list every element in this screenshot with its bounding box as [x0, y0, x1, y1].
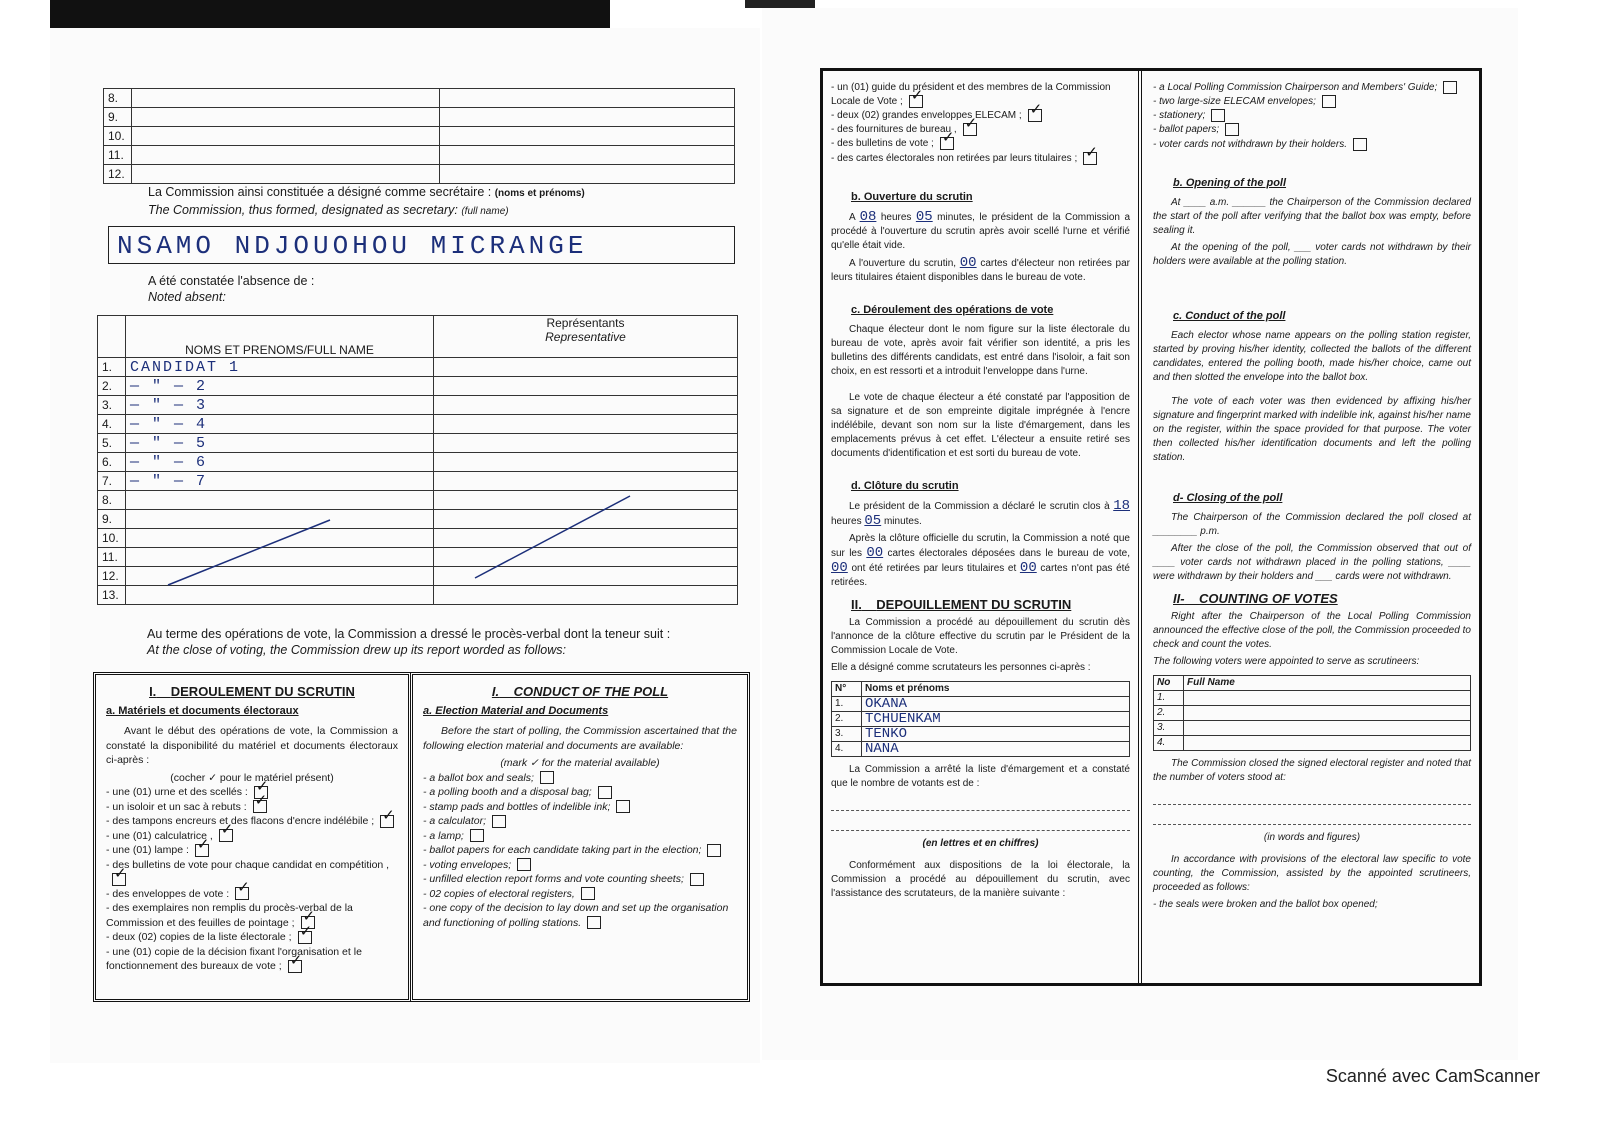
- row-number: 1.: [832, 696, 862, 711]
- section-number: II.: [851, 596, 862, 612]
- checkbox[interactable]: [540, 771, 554, 784]
- text: cartes n'ont pas été retirées.: [831, 562, 1130, 588]
- section-title: CONDUCT OF THE POLL: [513, 684, 669, 699]
- row-number: 1.: [1154, 690, 1184, 705]
- checklist-item: [106, 800, 398, 815]
- voters-count-text: La Commission a arrêté la liste d'émargement et a constaté que le nombre de votants est de :: [831, 763, 1130, 789]
- counting-text-4: In accordance with provisions of the electoral law specific to vote counting, the Commission, assisted by the appointed scrutineers, proceeded as follows:: [1153, 853, 1471, 893]
- checklist-item: [1153, 138, 1471, 152]
- scrutineer-row: [832, 696, 1130, 711]
- subsection-title: a. Election Material and Documents: [423, 704, 609, 717]
- secretary-label: [148, 184, 585, 220]
- col-name: Noms et prénoms: [862, 681, 1130, 696]
- scrutineer-name-cell[interactable]: NANA: [862, 741, 1130, 756]
- absent-col-rep: [434, 316, 738, 358]
- section-number: II-: [1173, 590, 1185, 606]
- text: minutes.: [883, 515, 922, 527]
- checklist-item-label: - stamp pads and bottles of indelible ink;: [423, 800, 611, 813]
- checklist-item-label: - un (01) guide du président et des membres de la Commission Locale de Vote ;: [831, 82, 1111, 108]
- absent-row: [98, 377, 738, 396]
- scrutineer-row: [832, 741, 1130, 756]
- member-row: [104, 89, 735, 108]
- absent-label: [148, 273, 314, 305]
- representative-cell[interactable]: [434, 377, 738, 396]
- voters-count-field[interactable]: [1153, 811, 1471, 825]
- checklist-item-label: - des exemplaires non remplis du procès-verbal de la Commission et des feuilles de pointage ;: [106, 902, 353, 929]
- checklist-item-label: - une (01) copie de la décision fixant l'organisation et le fonctionnement des bureaux de vote ;: [106, 945, 362, 972]
- checklist-item-label: - un isoloir et un sac à rebuts :: [106, 800, 247, 813]
- subsection-title: a. Matériels et documents électoraux: [106, 704, 299, 717]
- member-role-cell[interactable]: [440, 89, 735, 108]
- en-conduct-box: [410, 672, 750, 1002]
- row-number: 3.: [98, 396, 126, 415]
- voters-count-field[interactable]: [1153, 791, 1471, 805]
- checkbox[interactable]: [219, 829, 233, 842]
- checklist-item: [106, 945, 398, 974]
- checklist-item-label: - a ballot box and seals;: [423, 771, 534, 784]
- row-number: 2.: [1154, 705, 1184, 720]
- fr-column: [823, 71, 1138, 983]
- closing-fr: Au terme des opérations de vote, la Commission a dressé le procès-verbal dont la teneur suit :: [147, 627, 671, 641]
- checklist-item: [106, 785, 398, 800]
- row-number: 11.: [104, 146, 132, 165]
- checklist-item: [1153, 95, 1471, 109]
- checkbox[interactable]: [1028, 109, 1042, 122]
- opening-text-2: At the opening of the poll, ___ voter cards not withdrawn by their holders were available at the polling station.: [1153, 241, 1471, 267]
- col-num: N°: [832, 681, 862, 696]
- text: heures: [880, 211, 912, 223]
- opening-title-fr: b. Ouverture du scrutin: [851, 190, 973, 203]
- absent-name-cell[interactable]: — " — 5: [126, 434, 434, 453]
- counting-text-5: - the seals were broken and the ballot box opened;: [1153, 898, 1378, 910]
- voters-count-text: The Commission closed the signed electoral register and noted that the number of voters stood at:: [1153, 757, 1471, 783]
- scrutineer-row: [832, 711, 1130, 726]
- checklist-item-label: - deux (02) copies de la liste électorale ;: [106, 931, 292, 943]
- checklist-item-label: - voter cards not withdrawn by their holders.: [1153, 138, 1347, 150]
- words-figures-hint: (in words and figures): [1263, 831, 1361, 843]
- checklist-item-label: - des bulletins de vote ;: [831, 138, 934, 150]
- checkbox[interactable]: [470, 829, 484, 842]
- closing-minutes-field[interactable]: 05: [864, 512, 882, 529]
- checklist-item: [831, 123, 1130, 137]
- absent-name-cell[interactable]: — " — 7: [126, 472, 434, 491]
- checklist-item: [106, 814, 398, 829]
- checklist-item: [1153, 109, 1471, 123]
- checklist-item-label: - des bulletins de vote pour chaque candidat en compétition ,: [106, 858, 390, 871]
- member-role-cell[interactable]: [440, 127, 735, 146]
- member-row: [104, 165, 735, 184]
- absent-name-cell[interactable]: — " — 6: [126, 453, 434, 472]
- checkbox[interactable]: [1322, 95, 1336, 108]
- counting-text-1: Right after the Chairperson of the Local Polling Commission announced the effective close of the poll, the Commission proceeded to check and count the votes.: [1153, 610, 1471, 650]
- deposited-cards-field[interactable]: 00: [866, 544, 884, 561]
- opening-minutes-field[interactable]: 05: [915, 208, 933, 225]
- row-number: 8.: [104, 89, 132, 108]
- representative-cell[interactable]: [434, 472, 738, 491]
- text: cartes d'électeur non retirées par leurs titulaires étaient disponibles dans le bureau de vote.: [831, 257, 1131, 283]
- absent-name-cell[interactable]: — " — 3: [126, 396, 434, 415]
- absent-col-rep-en: Representative: [545, 330, 626, 344]
- checklist-item-label: - 02 copies of electoral registers,: [423, 887, 575, 900]
- scan-shadow: [745, 0, 815, 8]
- scrutineer-name-cell[interactable]: [1184, 720, 1471, 735]
- checklist-item-label: - unfilled election report forms and vote counting sheets;: [423, 873, 684, 885]
- checkbox[interactable]: [517, 858, 531, 871]
- member-role-cell[interactable]: [440, 108, 735, 127]
- voters-count-field[interactable]: [831, 797, 1130, 811]
- checklist-item: [1153, 123, 1471, 137]
- scrutineer-row: [1154, 720, 1471, 735]
- checklist-item-label: - des fournitures de bureau ,: [831, 124, 957, 136]
- opening-text-1: At ____ a.m. ______ the Chairperson of the Commission declared the start of the poll after verifying that the ballot box was empty, before sealing it.: [1153, 196, 1471, 236]
- row-number: 5.: [98, 434, 126, 453]
- scan-shadow: [50, 0, 610, 28]
- conduct-title-fr: c. Déroulement des opérations de vote: [851, 303, 1054, 316]
- member-name-cell[interactable]: [132, 146, 440, 165]
- intro-text: Avant le début des opérations de vote, la Commission a constaté la disponibilité du matériel et documents électoraux ci-après :: [106, 725, 398, 766]
- row-number: 7.: [98, 472, 126, 491]
- absent-name-cell[interactable]: CANDIDAT 1: [126, 358, 434, 377]
- row-number: 12.: [104, 165, 132, 184]
- row-number: 13.: [98, 586, 126, 605]
- scrutineer-name-cell[interactable]: [1184, 705, 1471, 720]
- scanner-watermark: Scanné avec CamScanner: [1325, 1066, 1540, 1086]
- row-number: 4.: [98, 415, 126, 434]
- member-name-cell[interactable]: [132, 127, 440, 146]
- closing-en: At the close of voting, the Commission drew up its report worded as follows:: [147, 643, 566, 657]
- row-number: 4.: [832, 741, 862, 756]
- text: ont été retirées par leurs titulaires et: [851, 562, 1017, 574]
- checklist-item: [423, 858, 737, 873]
- member-name-cell[interactable]: [132, 165, 440, 184]
- checkbox[interactable]: [492, 815, 506, 828]
- absent-row: [98, 396, 738, 415]
- counting-title-en: COUNTING OF VOTES: [1199, 590, 1338, 606]
- absent-row: [98, 434, 738, 453]
- member-role-cell[interactable]: [440, 165, 735, 184]
- checkbox[interactable]: [1083, 152, 1097, 165]
- secretary-label-en: The Commission, thus formed, designated as secretary:: [148, 203, 458, 217]
- column-divider: [1138, 71, 1142, 983]
- row-number: 12.: [98, 567, 126, 586]
- text: minutes, le président de la Commission a procédé à l'ouverture du scrutin après avoir scellé l'urne et vérifié qu'elle était vide.: [831, 211, 1131, 251]
- absent-name-cell[interactable]: — " — 2: [126, 377, 434, 396]
- checkbox[interactable]: [298, 931, 312, 944]
- counting-text-1: La Commission a procédé au dépouillement du scrutin dès l'annonce de la clôture effective du scrutin par le Président de la Commission Locale de Vote.: [831, 616, 1130, 656]
- checklist-item-label: - des tampons encreurs et des flacons d'encre indélébile ;: [106, 815, 375, 827]
- words-figures-hint: (en lettres et en chiffres): [922, 837, 1039, 849]
- text: A l'ouverture du scrutin,: [849, 257, 957, 269]
- conduct-text-1: Chaque électeur dont le nom figure sur la liste électorale du bureau de vote, après avoir fait vérifier son identité, a pris les bulletins des différents candidats, est entré dans l'isoloir, a fait son choix, en est ressorti et a introduit l'enveloppe dans l'urne.: [831, 323, 1130, 377]
- row-number: 2.: [832, 711, 862, 726]
- text: A: [849, 211, 856, 223]
- checklist-item: [106, 858, 398, 887]
- checklist-item-label: - one copy of the decision to lay down and set up the organisation and functioning of polling stations.: [423, 902, 729, 929]
- row-number: 9.: [98, 510, 126, 529]
- scrutineer-name-cell[interactable]: [1184, 735, 1471, 750]
- scrutineer-row: [1154, 735, 1471, 750]
- checklist-item-label: - two large-size ELECAM envelopes;: [1153, 96, 1316, 108]
- absent-name-cell[interactable]: — " — 4: [126, 415, 434, 434]
- scrutineer-name-cell[interactable]: [1184, 690, 1471, 705]
- absent-col-num: [98, 316, 126, 358]
- checklist-item-label: - a polling booth and a disposal bag;: [423, 786, 592, 798]
- checklist-item: [423, 771, 737, 786]
- checklist-item-label: - a Local Polling Commission Chairperson and Members' Guide;: [1153, 82, 1438, 94]
- checkbox[interactable]: [112, 873, 126, 886]
- row-number: 2.: [98, 377, 126, 396]
- counting-text-2: Elle a désigné comme scrutateurs les personnes ci-après :: [831, 661, 1091, 673]
- row-number: 3.: [832, 726, 862, 741]
- checkbox[interactable]: [1353, 138, 1367, 151]
- scrutineer-name-cell[interactable]: TENKO: [862, 726, 1130, 741]
- absent-row: [98, 415, 738, 434]
- members-table-continued: [103, 88, 735, 184]
- checklist-item: [423, 800, 737, 815]
- row-number: 8.: [98, 491, 126, 510]
- intro-text: Before the start of polling, the Commission ascertained that the following election material and documents are available:: [423, 725, 737, 752]
- counting-title-fr: DEPOUILLEMENT DU SCRUTIN: [876, 596, 1072, 612]
- checklist-item-label: - a lamp;: [423, 829, 464, 842]
- checkbox[interactable]: [690, 873, 704, 886]
- counting-text-2: The following voters were appointed to serve as scrutineers:: [1153, 655, 1420, 667]
- checklist-item-label: - ballot papers;: [1153, 124, 1220, 136]
- member-role-cell[interactable]: [440, 146, 735, 165]
- representative-cell[interactable]: [434, 453, 738, 472]
- representative-cell[interactable]: [434, 396, 738, 415]
- text: cartes électorales déposées dans le bureau de vote,: [887, 547, 1131, 559]
- checklist-item: [106, 930, 398, 945]
- checklist-item-label: - des enveloppes de vote :: [106, 887, 230, 900]
- member-name-cell[interactable]: [132, 89, 440, 108]
- scrutineers-table-en: [1153, 675, 1471, 751]
- section-number: I.: [491, 684, 500, 699]
- opening-title-en: b. Opening of the poll: [1173, 176, 1287, 189]
- row-number: 10.: [98, 529, 126, 548]
- row-number: 1.: [98, 358, 126, 377]
- checklist-item-label: - des cartes électorales non retirées par leurs titulaires ;: [831, 152, 1078, 164]
- checklist-item: [423, 843, 737, 858]
- member-row: [104, 146, 735, 165]
- absent-col-name: NOMS ET PRENOMS/FULL NAME: [126, 316, 434, 358]
- checkbox[interactable]: [581, 887, 595, 900]
- checkbox[interactable]: [1443, 81, 1457, 94]
- scrutineer-name-cell[interactable]: TCHUENKAM: [862, 711, 1130, 726]
- checklist-item-label: - une (01) calculatrice ,: [106, 829, 213, 842]
- checkbox[interactable]: [940, 137, 954, 150]
- closing-statement: [147, 626, 670, 658]
- checkbox[interactable]: [963, 123, 977, 136]
- checkbox[interactable]: [288, 960, 302, 973]
- absent-label-en: Noted absent:: [148, 290, 226, 304]
- conduct-text-2: The vote of each voter was then evidenced by affixing his/her signature and fingerprint marked with indelible ink, against his/her name on the register, within the space provided for that purpose. The voter then collected his/her identification documents and left the polling station.: [1153, 395, 1471, 463]
- checkbox[interactable]: [587, 916, 601, 929]
- checklist-item-label: - une (01) urne et des scellés :: [106, 786, 248, 798]
- checklist-item: [423, 887, 737, 902]
- checkbox[interactable]: [598, 786, 612, 799]
- checklist-item: [423, 814, 737, 829]
- member-row: [104, 108, 735, 127]
- text: Après la clôture officielle du scrutin, la Commission a noté que sur les: [831, 532, 1130, 559]
- closing-hours-field[interactable]: 18: [1113, 497, 1131, 514]
- counting-text-4: Conformément aux dispositions de la loi électorale, la Commission a procédé au dépouillement du scrutin, avec l'assistance des scrutateurs, de la manière suivante :: [831, 859, 1130, 899]
- checklist-item: [831, 81, 1130, 109]
- secretary-note-fr: (noms et prénoms): [494, 188, 585, 199]
- checkbox[interactable]: [235, 887, 249, 900]
- closing-title-en: d- Closing of the poll: [1173, 491, 1283, 504]
- strike-lines: [160, 490, 640, 590]
- checklist-item: [1153, 81, 1471, 95]
- checklist-item: [831, 109, 1130, 123]
- scrutineers-table-fr: [831, 681, 1130, 757]
- closing-title-fr: d. Clôture du scrutin: [851, 479, 959, 492]
- row-number: 10.: [104, 127, 132, 146]
- checklist-item: [106, 829, 398, 844]
- check-hint: (mark ✓ for the material available): [500, 757, 660, 769]
- absent-row: [98, 472, 738, 491]
- text: heures: [831, 515, 862, 527]
- absent-row: [98, 358, 738, 377]
- fr-conduct-box: [93, 672, 411, 1002]
- secretary-name-field[interactable]: NSAMO NDJOUOHOU MICRANGE: [108, 226, 735, 264]
- secretary-label-fr: La Commission ainsi constituée a désigné comme secrétaire :: [148, 185, 492, 199]
- checkbox[interactable]: [1211, 109, 1225, 122]
- scrutineer-name-cell[interactable]: OKANA: [862, 696, 1130, 711]
- checklist-item: [423, 785, 737, 800]
- checklist-item: [423, 829, 737, 844]
- not-withdrawn-cards-field[interactable]: 00: [1019, 559, 1037, 576]
- member-name-cell[interactable]: [132, 108, 440, 127]
- conduct-title-en: c. Conduct of the poll: [1173, 309, 1286, 322]
- checklist-item-label: - deux (02) grandes enveloppes ELECAM ;: [831, 110, 1022, 122]
- section-number: I.: [149, 684, 157, 699]
- checklist-item-label: - ballot papers for each candidate taking part in the election;: [423, 844, 702, 856]
- row-number: 4.: [1154, 735, 1184, 750]
- col-num: No: [1154, 675, 1184, 690]
- scrutineer-row: [1154, 705, 1471, 720]
- opening-hours-field[interactable]: 08: [859, 208, 877, 225]
- checklist-item-label: - voting envelopes;: [423, 858, 512, 871]
- checklist-item-label: - stationery;: [1153, 110, 1206, 122]
- absent-label-fr: A été constatée l'absence de :: [148, 274, 315, 288]
- checkbox[interactable]: [195, 844, 209, 857]
- checklist-item-label: - a calculator;: [423, 815, 487, 827]
- scrutineer-row: [832, 726, 1130, 741]
- checkbox[interactable]: [616, 800, 630, 813]
- representative-cell[interactable]: [434, 434, 738, 453]
- absent-col-rep-fr: Représentants: [546, 316, 625, 330]
- checklist-item: [423, 872, 737, 887]
- scrutineer-row: [1154, 690, 1471, 705]
- conduct-text-2: Le vote de chaque électeur a été constaté par l'apposition de sa signature et de son empreinte digitale imprégnée à l'encre indélébile, devant son nom sur la liste d'émargement, dans les emplacements prévus à cet effet. L'électeur a ensuite retiré ses documents d'identification et est sorti du bureau de vote.: [831, 391, 1130, 459]
- text: Le président de la Commission a déclaré le scrutin clos à: [849, 500, 1110, 512]
- conduct-text-1: Each elector whose name appears on the polling station register, started by proving his/her identity, collected the ballots of the different candidates, entered the polling booth, made his/her choice, came out and then slotted the envelope into the ballot box.: [1153, 329, 1471, 383]
- checkbox[interactable]: [909, 95, 923, 108]
- row-number: 6.: [98, 453, 126, 472]
- voters-count-field[interactable]: [831, 817, 1130, 831]
- checkbox[interactable]: [707, 844, 721, 857]
- withdrawn-cards-field[interactable]: 00: [831, 559, 848, 576]
- row-number: 11.: [98, 548, 126, 567]
- opening-cards-field[interactable]: 00: [959, 254, 977, 271]
- checkbox[interactable]: [1225, 123, 1239, 136]
- row-number: 3.: [1154, 720, 1184, 735]
- checklist-item: [106, 843, 398, 858]
- check-hint: (cocher ✓ pour le matériel présent): [170, 771, 334, 784]
- report-frame: [820, 68, 1482, 986]
- representative-cell[interactable]: [434, 358, 738, 377]
- checkbox[interactable]: [253, 800, 267, 813]
- member-row: [104, 127, 735, 146]
- checklist-item: [423, 901, 737, 930]
- row-number: 9.: [104, 108, 132, 127]
- secretary-note-en: (full name): [461, 206, 509, 217]
- checkbox[interactable]: [380, 815, 394, 828]
- closing-text-2: After the close of the poll, the Commission observed that out of ____ voter cards not withdrawn placed in the polling stations, ____ were withdrawn by their holders and ___ cards were not withdrawn.: [1153, 542, 1471, 582]
- checklist-item: [106, 901, 398, 930]
- section-title: DEROULEMENT DU SCRUTIN: [170, 684, 355, 699]
- col-name: Full Name: [1184, 675, 1471, 690]
- checklist-item: [106, 887, 398, 902]
- closing-text-1: The Chairperson of the Commission declared the poll closed at ________ p.m.: [1153, 511, 1471, 537]
- checklist-item-label: - une (01) lampe :: [106, 844, 189, 856]
- absent-row: [98, 453, 738, 472]
- checklist-item: [831, 152, 1130, 166]
- representative-cell[interactable]: [434, 415, 738, 434]
- en-column: [1145, 71, 1479, 983]
